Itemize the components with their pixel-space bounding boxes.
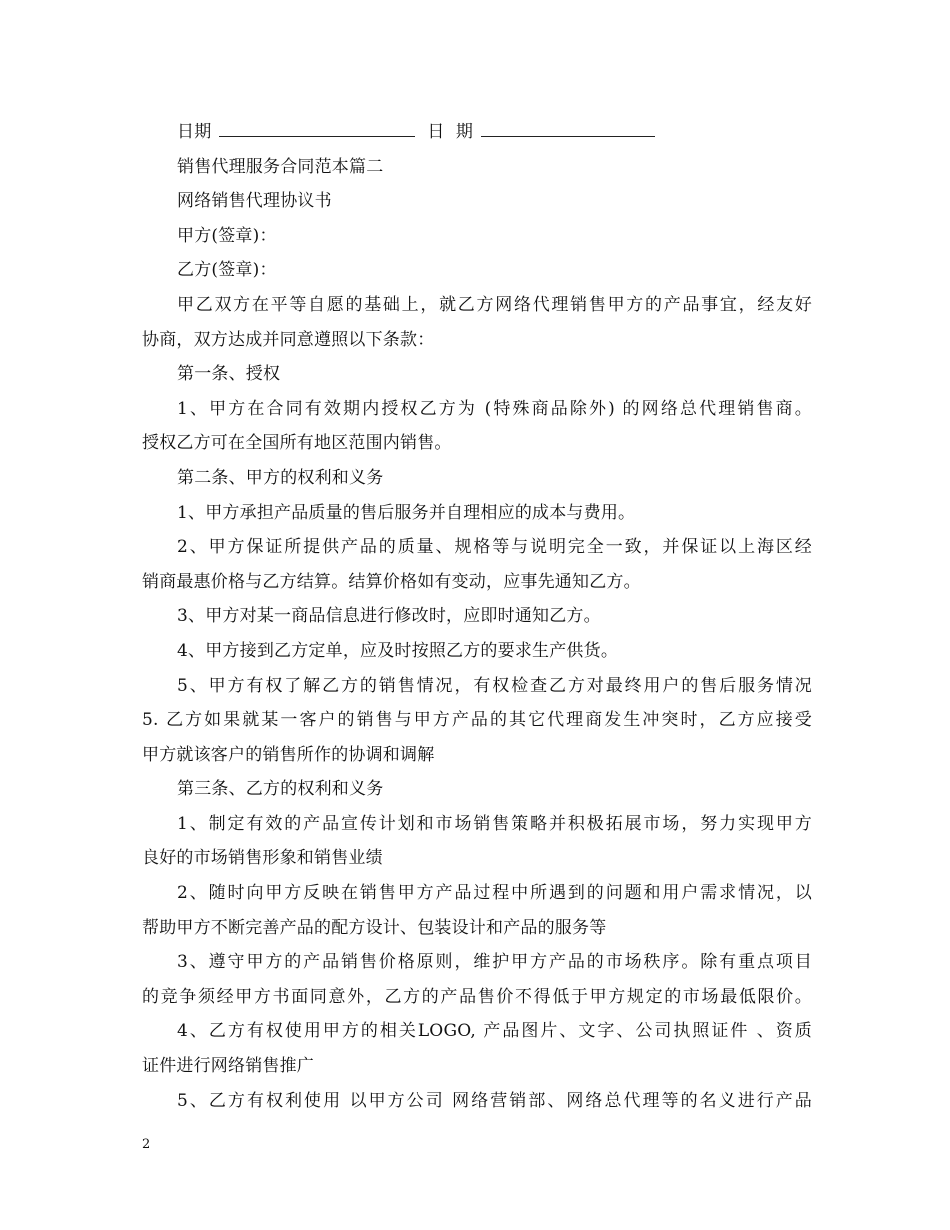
clause-line: 5. 乙方如果就某一客户的销售与甲方产品的其它代理商发生冲突时，乙方应接受 — [142, 710, 812, 731]
date-label-party-a: 日期 — [177, 122, 212, 142]
clause-line: 4、甲方接到乙方定单，应及时按照乙方的要求生产供货。 — [177, 640, 619, 661]
article-heading: 第二条、甲方的权利和义务 — [177, 467, 384, 488]
clause-line: 帮助甲方不断完善产品的配方设计、包装设计和产品的服务等 — [142, 917, 607, 938]
clause-line: 甲方就该客户的销售所作的协调和调解 — [142, 744, 435, 765]
clause-line: 5、乙方有权利使用 以甲方公司 网络营销部、网络总代理等的名义进行产品 — [177, 1090, 812, 1111]
document-body — [142, 115, 812, 1118]
signature-date-row — [142, 115, 812, 150]
clause-line: 良好的市场销售形象和销售业绩 — [142, 848, 383, 869]
clause-line: 4、乙方有权使用甲方的相关LOGO, 产品图片、文字、公司执照证件 、资质 — [177, 1021, 812, 1042]
clause-line: 1、甲方在合同有效期内授权乙方为 (特殊商品除外) 的网络总代理销售商。 — [177, 398, 812, 419]
clause-line: 1、甲方承担产品质量的售后服务并自理相应的成本与费用。 — [177, 502, 636, 523]
clause-line: 销商最惠价格与乙方结算。结算价格如有变动，应事先通知乙方。 — [142, 571, 641, 592]
party-b-signature: 乙方(签章)： — [177, 260, 277, 281]
date-label-party-b: 日 期 — [427, 122, 474, 142]
clause-line: 3、遵守甲方的产品销售价格原则，维护甲方产品的市场秩序。除有重点项目 — [177, 952, 812, 973]
clause-line: 2、甲方保证所提供产品的质量、规格等与说明完全一致，并保证以上海区经 — [177, 537, 812, 558]
clause-line: 证件进行网络销售推广 — [142, 1056, 314, 1077]
date-blank-party-b — [481, 118, 655, 137]
clause-line: 1、制定有效的产品宣传计划和市场销售策略并积极拓展市场，努力实现甲方 — [177, 813, 812, 834]
document-title: 网络销售代理协议书 — [177, 191, 332, 212]
article-heading: 第三条、乙方的权利和义务 — [177, 779, 384, 800]
clause-line: 授权乙方可在全国所有地区范围内销售。 — [142, 433, 452, 454]
article-heading: 第一条、授权 — [177, 364, 281, 385]
page-number: 2 — [142, 1137, 151, 1152]
preamble-line: 协商，双方达成并同意遵照以下条款： — [142, 329, 435, 350]
clause-line: 5、甲方有权了解乙方的销售情况，有权检查乙方对最终用户的售后服务情况 — [177, 675, 812, 696]
date-blank-party-a — [219, 118, 415, 137]
party-a-signature: 甲方(签章)： — [177, 225, 277, 246]
preamble-line: 甲乙双方在平等自愿的基础上，就乙方网络代理销售甲方的产品事宜，经友好 — [177, 294, 812, 315]
clause-line: 2、随时向甲方反映在销售甲方产品过程中所遇到的问题和用户需求情况，以 — [177, 883, 812, 904]
clause-line: 3、甲方对某一商品信息进行修改时，应即时通知乙方。 — [177, 606, 601, 627]
section-heading: 销售代理服务合同范本篇二 — [177, 156, 384, 177]
clause-line: 的竞争须经甲方书面同意外，乙方的产品售价不得低于甲方规定的市场最低限价。 — [142, 986, 812, 1007]
